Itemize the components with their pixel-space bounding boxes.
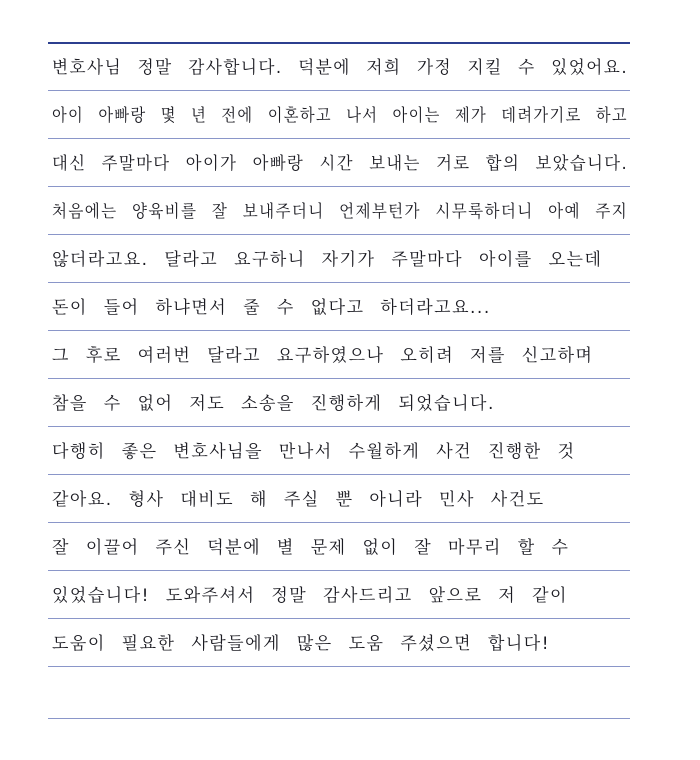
letter-line-5: 않더라고요. 달라고 요구하니 자기가 주말마다 아이를 오는데 [52, 250, 603, 270]
ruled-line [48, 522, 630, 523]
letter-line-8: 참을 수 없어 저도 소송을 진행하게 되었습니다. [52, 394, 495, 414]
letter-line-3: 대신 주말마다 아이가 아빠랑 시간 보내는 거로 합의 보았습니다. [52, 154, 629, 174]
ruled-line [48, 666, 630, 667]
letter-line-12: 있었습니다! 도와주셔서 정말 감사드리고 앞으로 저 같이 [52, 586, 568, 606]
letter-line-2: 아이 아빠랑 몇 년 전에 이혼하고 나서 아이는 제가 데려가기로 하고 [52, 106, 628, 126]
ruled-line [48, 570, 630, 571]
ruled-line [48, 90, 630, 91]
letter-line-11: 잘 이끌어 주신 덕분에 별 문제 없이 잘 마무리 할 수 [52, 538, 570, 558]
ruled-line [48, 234, 630, 235]
top-rule [48, 42, 630, 44]
letter-line-4: 처음에는 양육비를 잘 보내주더니 언제부턴가 시무룩하더니 아예 주지 [52, 202, 629, 222]
ruled-line [48, 718, 630, 719]
ruled-line [48, 138, 630, 139]
ruled-line [48, 618, 630, 619]
letter-line-7: 그 후로 여러번 달라고 요구하였으나 오히려 저를 신고하며 [52, 346, 594, 366]
letter-line-13: 도움이 필요한 사람들에게 많은 도움 주셨으면 합니다! [52, 634, 551, 654]
letter-line-1: 변호사님 정말 감사합니다. 덕분에 저희 가정 지킬 수 있었어요. [52, 58, 629, 78]
letter-line-10: 같아요. 형사 대비도 해 주실 뿐 아니라 민사 사건도 [52, 490, 545, 510]
letter-line-6: 돈이 들어 하냐면서 줄 수 없다고 하더라고요... [52, 298, 491, 318]
ruled-line [48, 186, 630, 187]
ruled-line [48, 378, 630, 379]
letter-line-9: 다행히 좋은 변호사님을 만나서 수월하게 사건 진행한 것 [52, 442, 576, 462]
ruled-line [48, 426, 630, 427]
ruled-line [48, 330, 630, 331]
ruled-line [48, 282, 630, 283]
ruled-line [48, 474, 630, 475]
